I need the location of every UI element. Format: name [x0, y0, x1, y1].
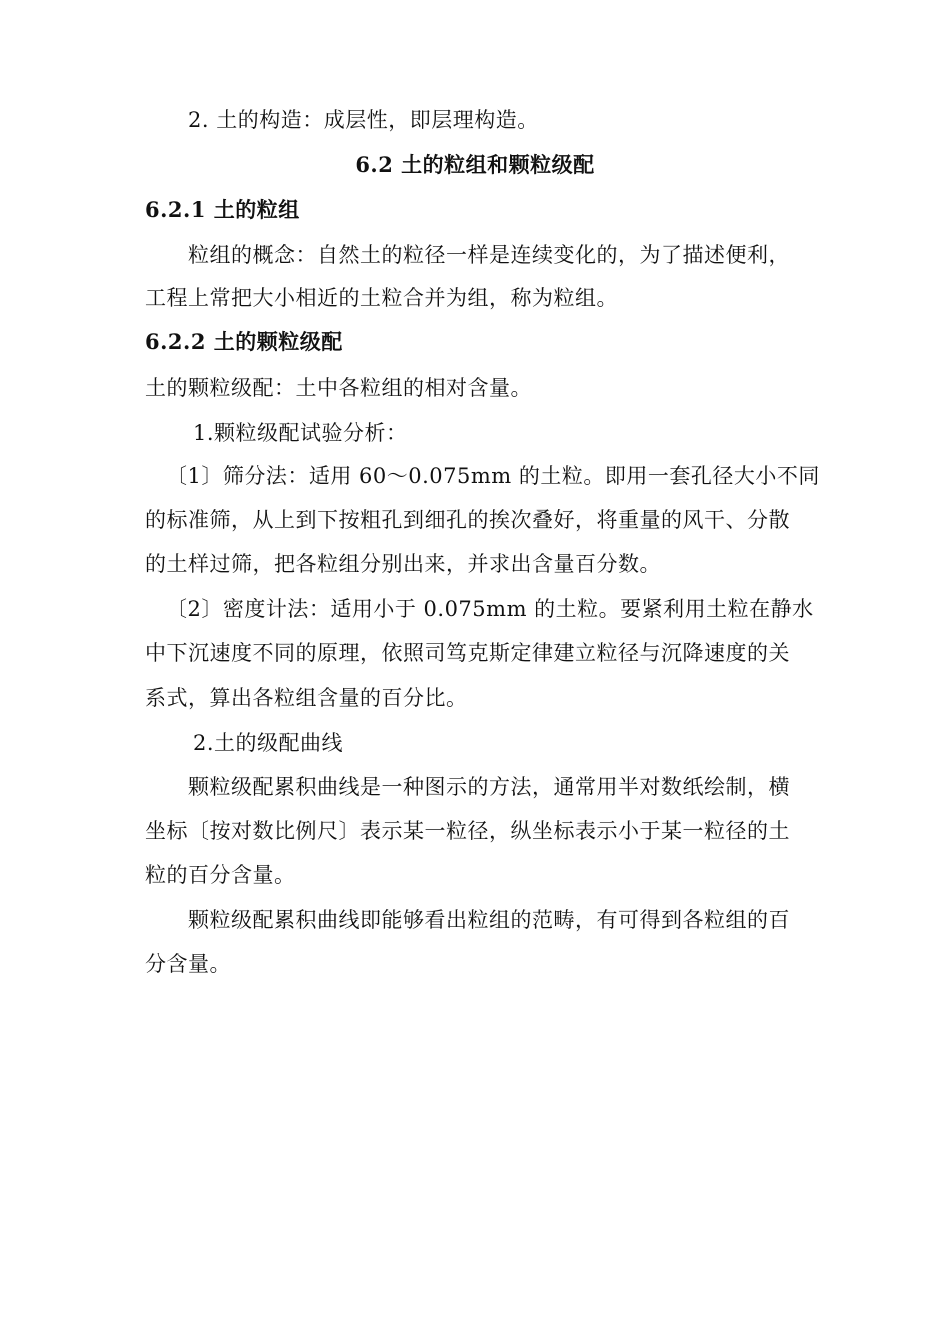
paragraph-curve-line-2: 坐标〔按对数比例尺〕表示某一粒径，纵坐标表示小于某一粒径的土: [145, 819, 790, 843]
paragraph-curve-use-line-2: 分含量。: [145, 952, 231, 976]
subsection-heading-6-2-2: 6.2.2 土的颗粒级配: [145, 329, 343, 354]
paragraph-sieve-line-2: 的标准筛，从上到下按粗孔到细孔的挨次叠好，将重量的风干、分散: [145, 508, 790, 532]
paragraph-grain-group-line-2: 工程上常把大小相近的土粒合并为组，称为粒组。: [145, 286, 618, 310]
paragraph-sieve-line-1: 〔1〕筛分法：适用 60～0.075mm 的土粒。即用一套孔径大小不同: [166, 464, 820, 488]
paragraph-sieve-line-3: 的土样过筛，把各粒组分别出来，并求出含量百分数。: [145, 552, 661, 576]
list-heading-gradation-curve: 2.土的级配曲线: [193, 731, 344, 755]
paragraph-hydrometer-line-3: 系式，算出各粒组含量的百分比。: [145, 686, 468, 710]
paragraph-hydrometer-line-1: 〔2〕密度计法：适用小于 0.075mm 的土粒。要紧利用土粒在静水: [166, 597, 814, 621]
paragraph-curve-line-3: 粒的百分含量。: [145, 863, 296, 887]
paragraph-gradation-definition: 土的颗粒级配：土中各粒组的相对含量。: [145, 376, 532, 400]
paragraph-soil-structure: 2. 土的构造：成层性，即层理构造。: [188, 108, 539, 132]
list-heading-gradation-test: 1.颗粒级配试验分析：: [193, 421, 408, 445]
paragraph-curve-line-1: 颗粒级配累积曲线是一种图示的方法，通常用半对数纸绘制，横: [188, 775, 790, 799]
paragraph-hydrometer-line-2: 中下沉速度不同的原理，依照司笃克斯定律建立粒径与沉降速度的关: [145, 641, 790, 665]
paragraph-grain-group-line-1: 粒组的概念：自然土的粒径一样是连续变化的，为了描述便利，: [188, 243, 790, 267]
subsection-heading-6-2-1: 6.2.1 土的粒组: [145, 197, 300, 222]
section-heading-6-2: 6.2 土的粒组和颗粒级配: [355, 152, 595, 177]
paragraph-curve-use-line-1: 颗粒级配累积曲线即能够看出粒组的范畴，有可得到各粒组的百: [188, 908, 790, 932]
